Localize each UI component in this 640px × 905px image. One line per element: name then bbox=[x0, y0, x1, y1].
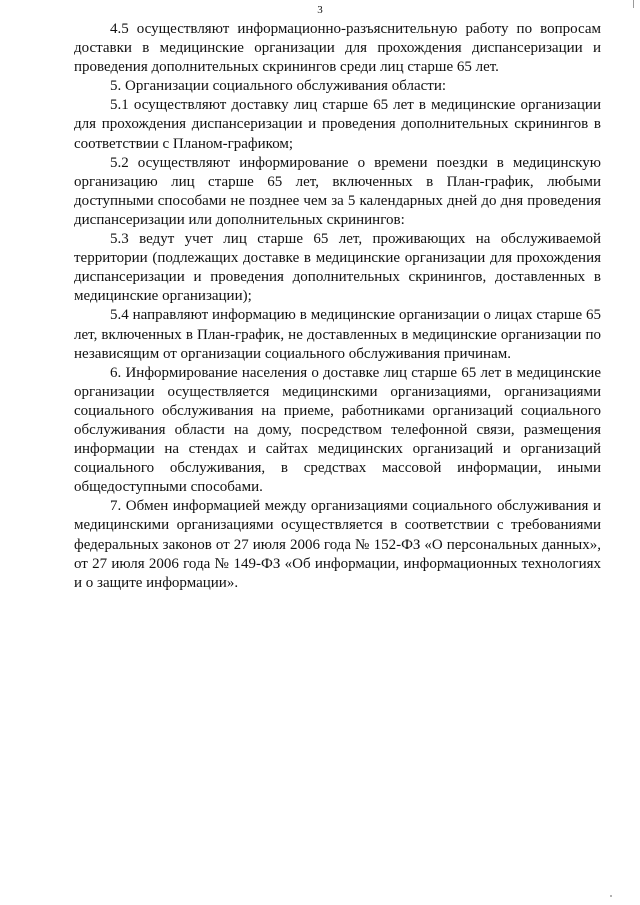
document-body bbox=[74, 20, 601, 593]
paragraph-5-4: 5.4 направляют информацию в медицинские организации о лицах старше 65 лет, включенных в План-график, не доставленных в медицинские организации по независящим от организации социального обслуживания причинам. bbox=[74, 307, 601, 362]
scan-speck bbox=[610, 895, 612, 897]
paragraph-6: 6. Информирование населения о доставке лиц старше 65 лет в медицинские организации осуществляется медицинскими организациями, организациями социального обслуживания на приеме, работниками организаций социального обслуживания области на дому, посредством телефонной связи, размещения информации на стендах и сайтах медицинских организаций и организаций социального обслуживания, в средствах массовой информации, иными общедоступными способами. bbox=[74, 364, 601, 496]
paragraph-4-5: 4.5 осуществляют информационно-разъяснительную работу по вопросам доставки в медицинские организации для прохождения диспансеризации и проведения дополнительных скринингов среди лиц старше 65 лет. bbox=[74, 21, 601, 76]
paragraph-5-3: 5.3 ведут учет лиц старше 65 лет, проживающих на обслуживаемой территории (подлежащих доставке в медицинские организации для прохождения диспансеризации и проведения дополнительных скринингов, доставленных в медицинские организации); bbox=[74, 231, 601, 305]
paragraph-5-heading: 5. Организации социального обслуживания области: bbox=[110, 78, 447, 95]
paragraph-5-1: 5.1 осуществляют доставку лиц старше 65 лет в медицинские организации для прохождения диспансеризации и проведения дополнительных скринингов в соответствии с Планом-графиком; bbox=[74, 97, 601, 152]
paragraph-5-2: 5.2 осуществляют информирование о времени поездки в медицинскую организацию лиц старше 65 лет, включенных в План-график, любыми доступными способами не позднее чем за 5 календарных дней до дня проведения диспансеризации или дополнительных скринингов: bbox=[74, 154, 601, 228]
scan-edge-mark bbox=[633, 0, 634, 8]
paragraph-7: 7. Обмен информацией между организациями социального обслуживания и медицинскими организациями осуществляется в соответствии с требованиями федеральных законов от 27 июля 2006 года № 152-ФЗ «О персональных данных», от 27 июля 2006 года № 149-ФЗ «Об информации, информационных технологиях и о защите информации». bbox=[74, 498, 601, 591]
page-number: 3 bbox=[317, 4, 323, 16]
